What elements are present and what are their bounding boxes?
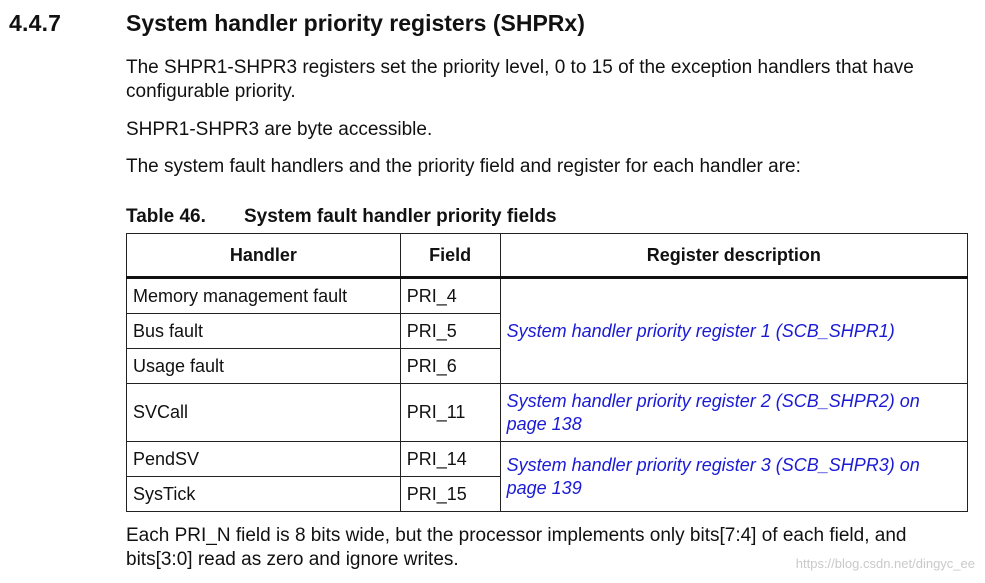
field-cell: PRI_4	[400, 278, 500, 314]
bit-width-note-paragraph: Each PRI_N field is 8 bits wide, but the processor implements only bits[7:4] of each field, and bits[3:0] read as zero and ignore writes.	[126, 525, 907, 570]
handlers-intro-paragraph: The system fault handlers and the priority field and register for each handler are:	[126, 156, 801, 177]
section-title: System handler priority registers (SHPRx)	[126, 10, 585, 36]
handler-cell: Memory management fault	[127, 278, 401, 314]
handler-cell: Usage fault	[127, 349, 401, 384]
handler-cell: PendSV	[127, 442, 401, 477]
field-cell: PRI_15	[400, 477, 500, 512]
table-caption-number: Table 46.	[126, 206, 206, 227]
register-cell	[500, 278, 967, 384]
table-row	[127, 442, 968, 477]
register-link-shpr1[interactable]: System handler priority register 1 (SCB_SHPR1)	[506, 320, 895, 341]
table-row	[127, 278, 968, 314]
intro-paragraph: The SHPR1-SHPR3 registers set the priority level, 0 to 15 of the exception handlers that have configurable priority.	[126, 57, 914, 102]
register-link-shpr2[interactable]: System handler priority register 2 (SCB_SHPR2) on page 138	[506, 390, 920, 434]
register-cell	[500, 384, 967, 442]
table-header-row	[127, 234, 968, 278]
table-caption-title: System fault handler priority fields	[244, 206, 557, 227]
field-cell: PRI_11	[400, 384, 500, 442]
handler-cell: SVCall	[127, 384, 401, 442]
watermark-text: https://blog.csdn.net/dingyc_ee	[795, 556, 975, 571]
field-cell: PRI_14	[400, 442, 500, 477]
header-register-description: Register description	[500, 234, 967, 278]
register-cell	[500, 442, 967, 512]
field-cell: PRI_6	[400, 349, 500, 384]
header-field: Field	[400, 234, 500, 278]
handler-cell: SysTick	[127, 477, 401, 512]
table-caption	[126, 206, 557, 228]
register-link-shpr3[interactable]: System handler priority register 3 (SCB_SHPR3) on page 139	[506, 454, 920, 498]
table-row	[127, 384, 968, 442]
header-handler: Handler	[127, 234, 401, 278]
field-cell: PRI_5	[400, 314, 500, 349]
handler-cell: Bus fault	[127, 314, 401, 349]
fault-priority-table	[126, 233, 968, 512]
section-number: 4.4.7	[9, 10, 62, 36]
byte-access-paragraph: SHPR1-SHPR3 are byte accessible.	[126, 119, 433, 140]
